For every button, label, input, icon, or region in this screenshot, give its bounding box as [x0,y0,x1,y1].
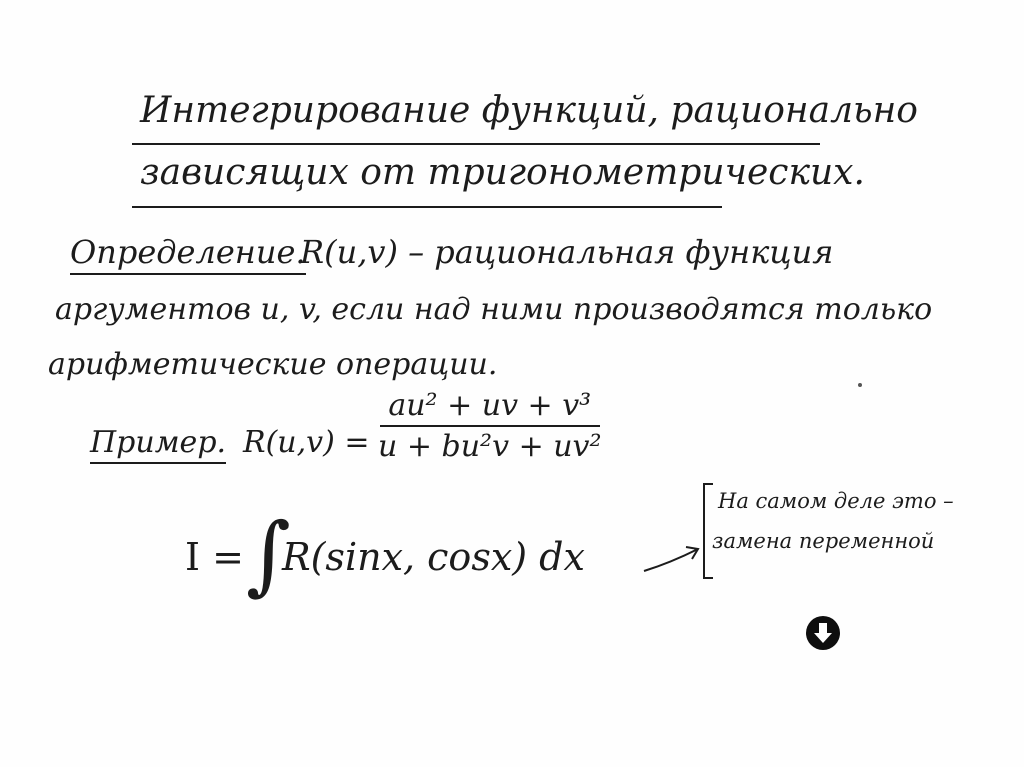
example-fraction [378,388,602,464]
arrow-right-icon [640,535,704,575]
note-line-2: замена переменной [712,529,935,553]
down-arrow-icon[interactable] [806,616,840,650]
integral-lhs: I = [185,535,244,579]
title-underline-2 [132,206,722,208]
title-line-2: зависящих от тригонометрических. [140,152,865,193]
example-label: Пример. [90,425,226,464]
integral-sign: ∫ [246,505,291,605]
note-line-1: На самом деле это – [718,489,954,513]
definition-text-3: арифметические операции. [48,347,498,382]
fraction-bar [380,425,600,427]
integral-body: R(sinx, cosx) dx [282,535,585,579]
fraction-numerator: au² + uv + v³ [388,388,592,423]
title-line-1: Интегрирование функций, рационально [140,90,918,131]
example-lhs: R(u,v) = [243,425,370,460]
down-arrow-glyph [812,621,834,645]
fraction-denominator: u + bu²v + uv² [378,429,602,464]
stray-ink-dot [858,383,862,387]
definition-text-2: аргументов u, v, если над ними производятся только [55,292,933,327]
definition-text-1: R(u,v) – рациональная функция [300,233,834,271]
title-underline-1 [132,143,820,145]
definition-label: Определение. [70,233,306,275]
